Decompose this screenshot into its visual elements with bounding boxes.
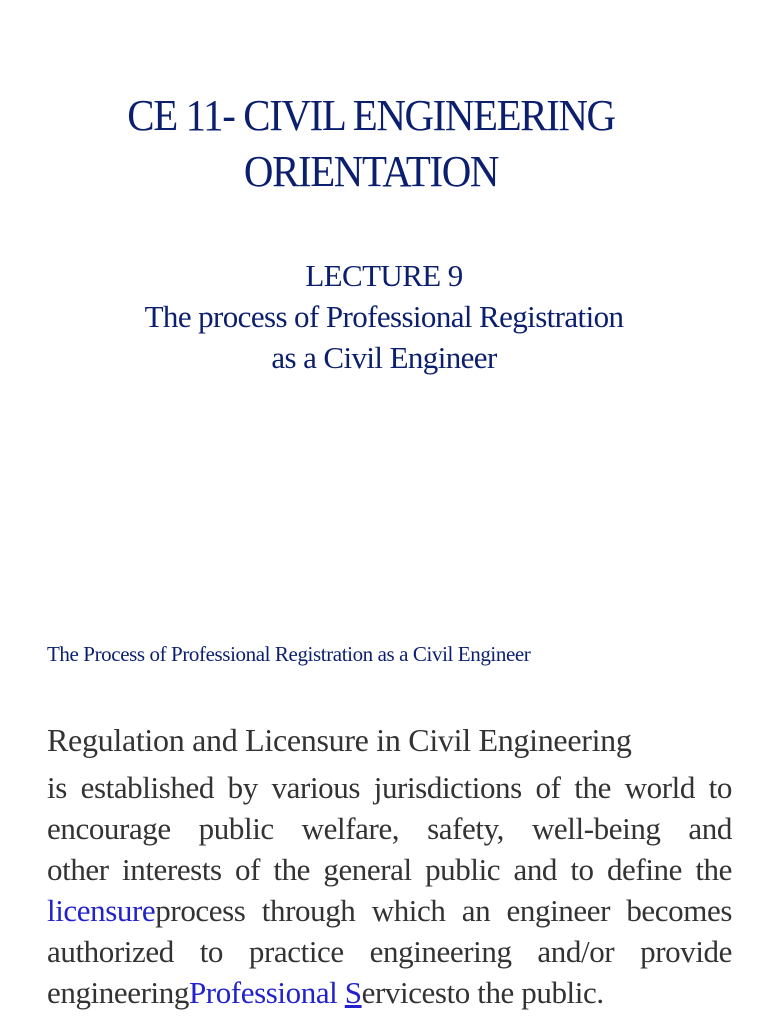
page-title [26,88,716,200]
section-body [47,767,732,1013]
professional-link-text: Professional [188,975,345,1010]
body-line-3: other interests of the general public and to define the [47,852,732,887]
body-line-4-text: process through which an engineer becomes [155,893,732,928]
lecture-number: LECTURE 9 [305,258,463,293]
section-heading: The Process of Professional Registration as a Civil Engineer [47,642,531,666]
body-line-5: authorized to practice engineering and/or provide [47,934,732,969]
body-line-4 [47,890,732,931]
body-line-1: is established by various jurisdictions of the world to [47,770,732,805]
professional-services-link[interactable] [189,975,362,1010]
services-link-initial: S [344,975,362,1010]
licensure-link[interactable]: licensure [47,893,156,928]
body-line-6 [47,972,732,1013]
section-lead: Regulation and Licensure in Civil Engineering [47,722,632,758]
lecture-subtitle-line-1: The process of Professional Registration [144,299,624,334]
title-line-1: CE 11- CIVIL ENGINEERING [127,91,615,140]
body-line-2: encourage public welfare, safety, well-being and [47,811,732,846]
body-line-6-suffix: ervicesto the public. [361,975,604,1010]
lecture-heading [0,255,768,378]
title-line-2: ORIENTATION [243,147,499,196]
lecture-subtitle-line-2: as a Civil Engineer [271,340,497,375]
body-line-6-prefix: engineering [47,975,189,1010]
